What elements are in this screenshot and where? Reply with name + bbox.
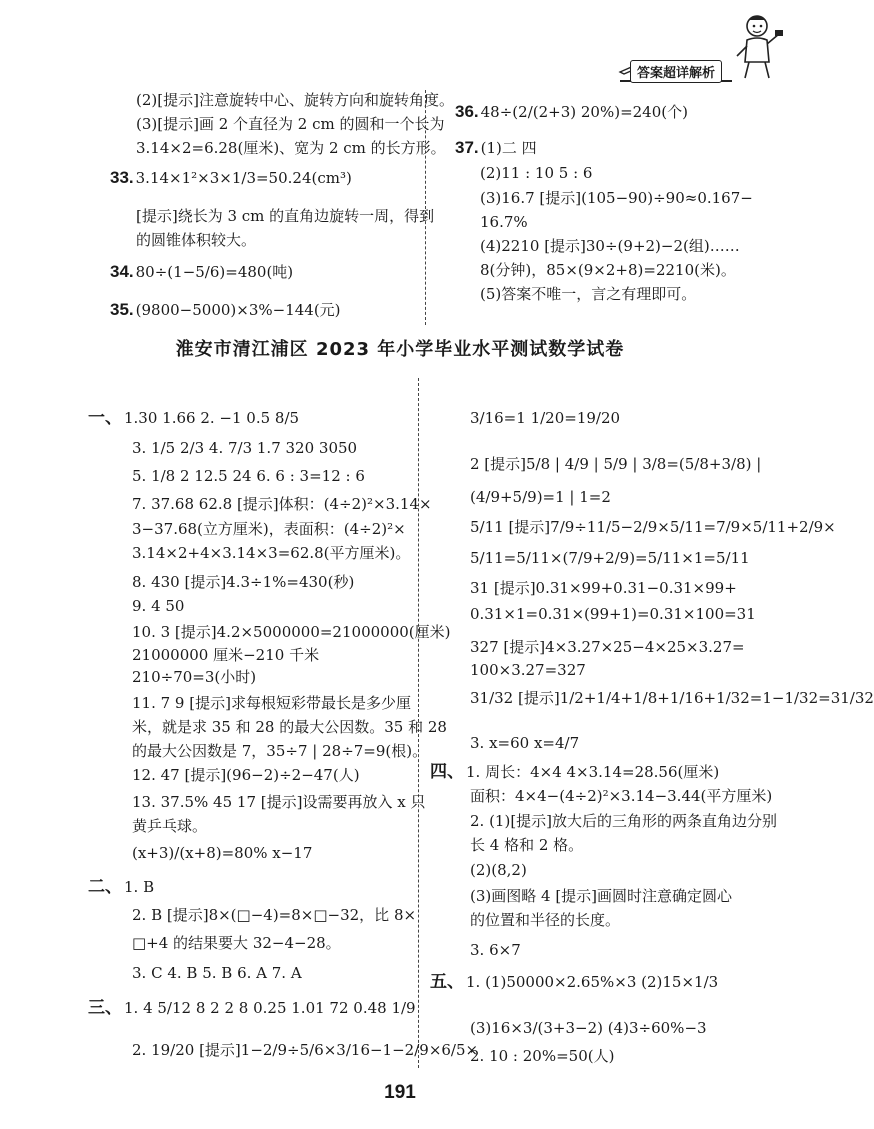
left-col-line	[88, 408, 299, 428]
right-col-line	[470, 940, 521, 960]
right-col-line	[470, 786, 772, 806]
answer-text: 3−37.68(立方厘米)，表面积：(4÷2)²×	[132, 520, 406, 538]
left-col-line	[132, 645, 319, 665]
answer-text: 100×3.27=327	[470, 661, 586, 679]
answer-text: 3. 1/5 2/3 4. 7/3 1.7 320 3050	[132, 439, 358, 457]
top-left-line	[110, 262, 293, 282]
answer-text: 8(分钟)，85×(9×2+8)=2210(米)。	[480, 261, 736, 279]
item-number: 三、	[88, 998, 122, 1017]
top-right-line	[480, 212, 528, 232]
right-col-line	[470, 637, 745, 657]
right-col-line	[470, 1046, 614, 1066]
left-col-line	[132, 466, 365, 486]
top-left-line	[136, 138, 446, 158]
answer-text: 3.14×2+4×3.14×3=62.8(平方厘米)。	[132, 544, 411, 562]
answer-text: 31/32 [提示]1/2+1/4+1/8+1/16+1/32=1−1/32=31/32	[470, 689, 874, 707]
answer-text: 3/16=1 1/20=19/20	[470, 409, 621, 427]
answer-text: 3.14×2=6.28(厘米)、宽为 2 cm 的长方形。	[136, 139, 446, 157]
right-col-line	[470, 660, 586, 680]
right-col-line	[470, 733, 579, 753]
answer-text: 16.7%	[480, 213, 528, 231]
answer-text: 80÷(1−5/6)=480(吨)	[135, 263, 294, 281]
top-right-line	[480, 188, 753, 208]
left-col-line	[132, 765, 360, 785]
item-number: 二、	[88, 877, 122, 896]
answer-text: 3.14×1²×3×1/3=50.24(cm³)	[135, 169, 352, 187]
answer-text: □+4 的结果要大 32−4−28。	[132, 934, 341, 952]
answer-text: 5/11 [提示]7/9÷11/5−2/9×5/11=7/9×5/11+2/9×	[470, 518, 836, 536]
right-col-line	[430, 972, 718, 992]
answer-text: 2. (1)[提示]放大后的三角形的两条直角边分别	[470, 812, 778, 830]
left-col-line	[132, 622, 451, 642]
item-number: 36.	[455, 102, 479, 121]
answer-text: (x+3)/(x+8)=80% x−17	[132, 844, 313, 862]
left-col-line	[132, 717, 447, 737]
left-col-line	[132, 816, 207, 836]
answer-text: 的圆锥体积较大。	[136, 231, 257, 249]
answer-text: 3. 6×7	[470, 941, 521, 959]
answer-text: 13. 37.5% 45 17 [提示]设需要再放入 x 只	[132, 793, 426, 811]
top-left-line	[110, 300, 341, 320]
right-col-line	[470, 886, 732, 906]
right-col-line	[470, 548, 750, 568]
item-number: 33.	[110, 168, 134, 187]
answer-text: (4)2210 [提示]30÷(9+2)−2(组)……	[480, 237, 740, 255]
left-col-line	[88, 877, 154, 897]
answer-text: 黄乒乓球。	[132, 817, 208, 835]
top-left-line	[110, 168, 352, 188]
answer-text: 2. 19/20 [提示]1−2/9÷5/6×3/16−1−2/9×6/5×	[132, 1041, 479, 1059]
answer-text: (5)答案不唯一，言之有理即可。	[480, 285, 697, 303]
answer-text: 3. C 4. B 5. B 6. A 7. A	[132, 964, 302, 982]
answer-text: (3)画图略 4 [提示]画圆时注意确定圆心	[470, 887, 733, 905]
right-col-line	[470, 578, 737, 598]
mascot-boy-icon	[735, 12, 785, 82]
answer-text: (3)16×3/(3+3−2) (4)3÷60%−3	[470, 1019, 707, 1037]
right-col-line	[470, 454, 761, 474]
top-right-line	[480, 236, 740, 256]
answer-text: (2)(8,2)	[470, 861, 527, 879]
answer-text: 1. B	[124, 878, 155, 896]
answer-text: 的最大公因数是 7，35÷7 | 28÷7=9(根)。	[132, 742, 428, 760]
answer-text: 7. 37.68 62.8 [提示]体积：(4÷2)²×3.14×	[132, 495, 432, 513]
top-right-line	[480, 284, 696, 304]
top-left-line	[136, 90, 454, 110]
answer-text: 31 [提示]0.31×99+0.31−0.31×99+	[470, 579, 737, 597]
left-col-line	[132, 519, 406, 539]
answer-text: 8. 430 [提示]4.3÷1%=430(秒)	[132, 573, 355, 591]
answer-text: 2. B [提示]8×(□−4)=8×□−32，比 8×	[132, 906, 417, 924]
right-col-line	[470, 1018, 707, 1038]
answer-text: 1. 4 5/12 8 2 2 8 0.25 1.01 72 0.48 1/9	[124, 999, 416, 1017]
answer-text: (9800−5000)×3%−144(元)	[135, 301, 341, 319]
item-number: 四、	[430, 762, 464, 781]
left-col-line	[132, 933, 341, 953]
answer-text: 1. (1)50000×2.65%×3 (2)15×1/3	[466, 973, 719, 991]
item-number: 五、	[430, 972, 464, 991]
left-col-line	[132, 543, 410, 563]
answer-text: 3. x=60 x=4/7	[470, 734, 580, 752]
left-col-line	[132, 572, 354, 592]
right-col-line	[470, 910, 620, 930]
answer-text: 米，就是求 35 和 28 的最大公因数。35 和 28	[132, 718, 447, 736]
answer-text: 1. 周长：4×4 4×3.14=28.56(厘米)	[466, 763, 720, 781]
left-col-line	[132, 792, 425, 812]
section-title: 淮安市清江浦区 2023 年小学毕业水平测试数学试卷	[175, 339, 625, 360]
answer-text: (1)二 四	[480, 139, 537, 157]
left-col-line	[132, 667, 256, 687]
left-col-line	[132, 494, 432, 514]
answer-text: (2)11 : 10 5 : 6	[480, 164, 593, 182]
item-number: 一、	[88, 408, 122, 427]
item-number: 35.	[110, 300, 134, 319]
top-left-line	[136, 230, 256, 250]
top-left-line	[136, 114, 445, 134]
right-col-line	[470, 860, 527, 880]
right-col-line	[430, 762, 719, 782]
right-col-line	[470, 811, 777, 831]
right-col-line	[470, 517, 836, 537]
right-col-line	[470, 408, 620, 428]
left-col-line	[132, 741, 427, 761]
left-col-line	[132, 1040, 478, 1060]
answer-text: 2. 10 : 20%=50(人)	[470, 1047, 615, 1065]
right-col-line	[470, 487, 611, 507]
answer-text: 48÷(2/(2+3) 20%)=240(个)	[480, 103, 688, 121]
top-right-line	[455, 138, 537, 158]
answer-text: (2)[提示]注意旋转中心、旋转方向和旋转角度。	[136, 91, 454, 109]
answer-text: (3)[提示]画 2 个直径为 2 cm 的圆和一个长为	[136, 115, 445, 133]
item-number: 37.	[455, 138, 479, 157]
answer-text: 21000000 厘米−210 千米	[132, 646, 320, 664]
answer-text: 2 [提示]5/8 | 4/9 | 5/9 | 3/8=(5/8+3/8) |	[470, 455, 762, 473]
answer-text: 1.30 1.66 2. −1 0.5 8/5	[124, 409, 300, 427]
answer-text: 10. 3 [提示]4.2×5000000=21000000(厘米)	[132, 623, 451, 641]
left-col-line	[132, 905, 416, 925]
top-left-line	[136, 206, 434, 226]
answer-banner: 答案超详解析	[630, 60, 722, 83]
page-number: 191	[384, 1082, 416, 1103]
left-col-line	[132, 596, 184, 616]
answer-text: 面积：4×4−(4÷2)²×3.14−3.44(平方厘米)	[470, 787, 773, 805]
left-col-line	[132, 843, 312, 863]
answer-text: 327 [提示]4×3.27×25−4×25×3.27=	[470, 638, 745, 656]
left-col-line	[132, 693, 411, 713]
answer-text: 9. 4 50	[132, 597, 185, 615]
answer-text: 长 4 格和 2 格。	[470, 836, 584, 854]
answer-text: 11. 7 9 [提示]求每根短彩带最长是多少厘	[132, 694, 411, 712]
top-right-line	[480, 260, 736, 280]
answer-text: [提示]绕长为 3 cm 的直角边旋转一周，得到	[136, 207, 435, 225]
answer-text: 的位置和半径的长度。	[470, 911, 621, 929]
answer-text: 5/11=5/11×(7/9+2/9)=5/11×1=5/11	[470, 549, 750, 567]
left-col-line	[132, 438, 357, 458]
item-number: 34.	[110, 262, 134, 281]
right-col-line	[470, 835, 583, 855]
top-right-line	[480, 163, 592, 183]
answer-text: (4/9+5/9)=1 | 1=2	[470, 488, 611, 506]
left-col-line	[132, 963, 302, 983]
left-col-line	[88, 998, 416, 1018]
answer-text: 0.31×1=0.31×(99+1)=0.31×100=31	[470, 605, 756, 623]
right-col-line	[470, 604, 756, 624]
top-right-line	[455, 102, 688, 122]
answer-text: 210÷70=3(小时)	[132, 668, 257, 686]
answer-text: 5. 1/8 2 12.5 24 6. 6 : 3=12 : 6	[132, 467, 365, 485]
answer-text: 12. 47 [提示](96−2)÷2−47(人)	[132, 766, 360, 784]
right-col-line	[470, 688, 874, 708]
answer-text: (3)16.7 [提示](105−90)÷90≈0.167−	[480, 189, 753, 207]
